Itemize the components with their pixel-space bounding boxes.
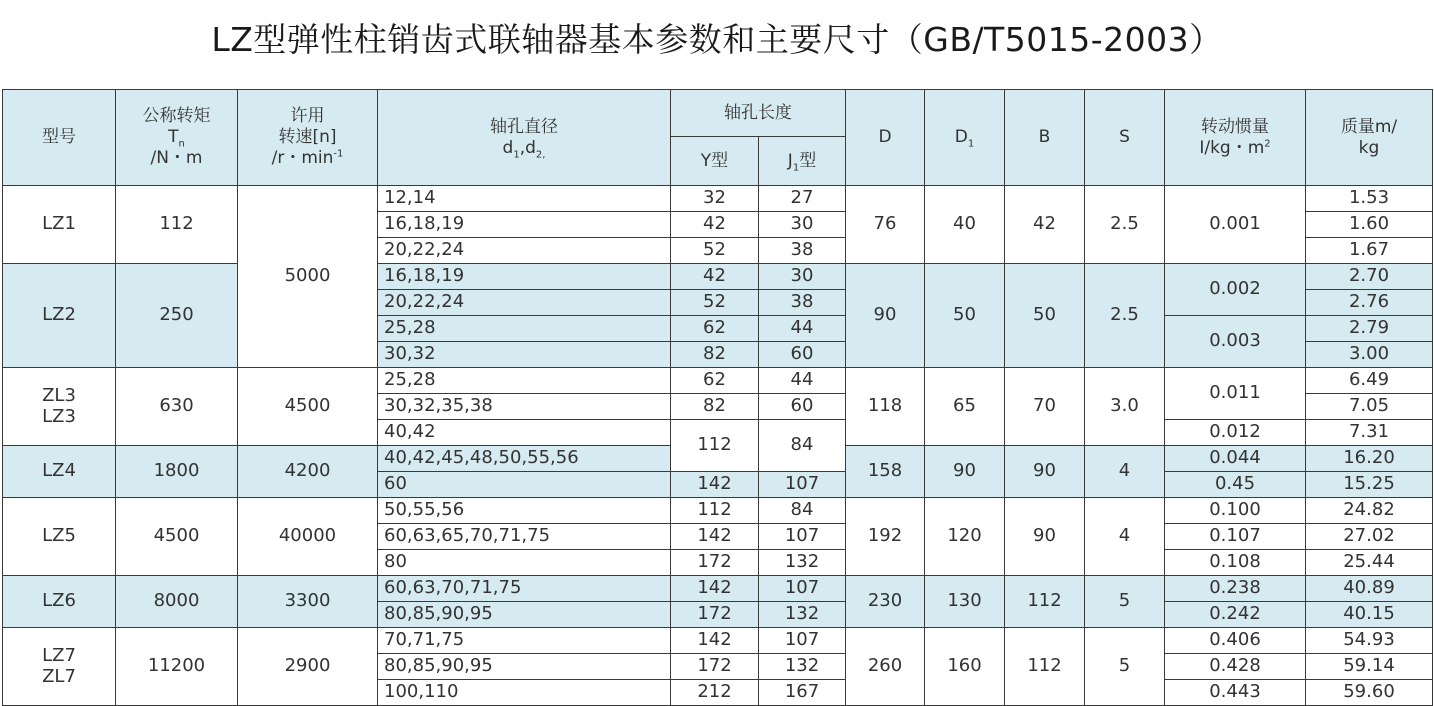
y-length-cell: 142 [671, 524, 759, 550]
inertia-cell: 0.012 [1165, 420, 1306, 446]
D1-cell: 65 [925, 368, 1005, 446]
j1-length-cell: 60 [759, 342, 846, 368]
mass-cell: 59.14 [1306, 654, 1433, 680]
bore-cell: 40,42 [378, 420, 671, 446]
header-model: 型号 [3, 90, 116, 186]
j1-length-cell: 38 [759, 290, 846, 316]
header-mass: 质量m/ kg [1306, 90, 1433, 186]
j1-length-cell: 167 [759, 680, 846, 706]
torque-cell: 630 [116, 368, 238, 446]
B-cell: 70 [1005, 368, 1085, 446]
bore-cell: 12,14 [378, 186, 671, 212]
header-B: B [1005, 90, 1085, 186]
D-cell: 118 [846, 368, 925, 446]
bore-cell: 70,71,75 [378, 628, 671, 654]
bore-cell: 30,32,35,38 [378, 394, 671, 420]
mass-cell: 7.31 [1306, 420, 1433, 446]
mass-cell: 6.49 [1306, 368, 1433, 394]
speed-cell: 3300 [238, 576, 378, 628]
y-length-cell: 172 [671, 602, 759, 628]
mass-cell: 1.67 [1306, 238, 1433, 264]
bore-cell: 25,28 [378, 368, 671, 394]
S-cell: 3.0 [1085, 368, 1165, 446]
S-cell: 4 [1085, 446, 1165, 498]
torque-cell: 8000 [116, 576, 238, 628]
header-bore-length: 轴孔长度 [671, 90, 846, 137]
mass-cell: 24.82 [1306, 498, 1433, 524]
D1-cell: 40 [925, 186, 1005, 264]
j1-length-cell: 107 [759, 628, 846, 654]
bore-cell: 60 [378, 472, 671, 498]
table-row [3, 368, 1433, 394]
inertia-cell: 0.45 [1165, 472, 1306, 498]
torque-cell: 112 [116, 186, 238, 264]
header-j1-type: $J_1$型 [759, 137, 846, 186]
j1-length-cell: 107 [759, 524, 846, 550]
table-row [3, 264, 1433, 290]
model-cell: LZ5 [3, 498, 116, 576]
mass-cell: 2.76 [1306, 290, 1433, 316]
speed-cell: 4200 [238, 446, 378, 498]
bore-cell: 40,42,45,48,50,55,56 [378, 446, 671, 472]
bore-cell: 50,55,56 [378, 498, 671, 524]
bore-cell: 20,22,24 [378, 290, 671, 316]
header-torque: 公称转矩 $T_n$ /N・m [116, 90, 238, 186]
j1-length-cell: 107 [759, 576, 846, 602]
y-length-cell: 62 [671, 368, 759, 394]
j1-length-cell: 132 [759, 550, 846, 576]
page-title: LZ型弹性柱销齿式联轴器基本参数和主要尺寸（GB/T5015-2003） [211, 20, 1223, 59]
inertia-cell: 0.108 [1165, 550, 1306, 576]
D-cell: 76 [846, 186, 925, 264]
header-speed: 许用 转速[n] /r・$\min^{-1}$ [238, 90, 378, 186]
B-cell: 112 [1005, 628, 1085, 706]
mass-cell: 2.70 [1306, 264, 1433, 290]
j1-length-cell: 84 [759, 420, 846, 472]
S-cell: 5 [1085, 628, 1165, 706]
S-cell: 2.5 [1085, 186, 1165, 264]
bore-cell: 60,63,70,71,75 [378, 576, 671, 602]
table-row [3, 576, 1433, 602]
bore-cell: 80 [378, 550, 671, 576]
j1-length-cell: 107 [759, 472, 846, 498]
torque-cell: 1800 [116, 446, 238, 498]
model-cell: LZ1 [3, 186, 116, 264]
mass-cell: 25.44 [1306, 550, 1433, 576]
D1-cell: 90 [925, 446, 1005, 498]
y-length-cell: 112 [671, 420, 759, 472]
model-cell: LZ6 [3, 576, 116, 628]
inertia-cell: 0.406 [1165, 628, 1306, 654]
inertia-cell: 0.443 [1165, 680, 1306, 706]
D1-cell: 50 [925, 264, 1005, 368]
y-length-cell: 172 [671, 550, 759, 576]
j1-length-cell: 132 [759, 602, 846, 628]
torque-cell: 11200 [116, 628, 238, 706]
D-cell: 230 [846, 576, 925, 628]
y-length-cell: 52 [671, 290, 759, 316]
mass-cell: 40.15 [1306, 602, 1433, 628]
inertia-cell: 0.242 [1165, 602, 1306, 628]
model-cell: LZ4 [3, 446, 116, 498]
D1-cell: 120 [925, 498, 1005, 576]
inertia-cell: 0.002 [1165, 264, 1306, 316]
B-cell: 50 [1005, 264, 1085, 368]
D-cell: 192 [846, 498, 925, 576]
mass-cell: 40.89 [1306, 576, 1433, 602]
coupling-parameters-table [2, 89, 1433, 706]
mass-cell: 2.79 [1306, 316, 1433, 342]
table-row [3, 186, 1433, 212]
y-length-cell: 112 [671, 498, 759, 524]
D-cell: 90 [846, 264, 925, 368]
B-cell: 90 [1005, 446, 1085, 498]
y-length-cell: 142 [671, 472, 759, 498]
inertia-cell: 0.001 [1165, 186, 1306, 264]
y-length-cell: 62 [671, 316, 759, 342]
bore-cell: 16,18,19 [378, 264, 671, 290]
mass-cell: 7.05 [1306, 394, 1433, 420]
y-length-cell: 212 [671, 680, 759, 706]
mass-cell: 1.53 [1306, 186, 1433, 212]
y-length-cell: 172 [671, 654, 759, 680]
mass-cell: 3.00 [1306, 342, 1433, 368]
mass-cell: 27.02 [1306, 524, 1433, 550]
inertia-cell: 0.107 [1165, 524, 1306, 550]
S-cell: 5 [1085, 576, 1165, 628]
S-cell: 2.5 [1085, 264, 1165, 368]
bore-cell: 80,85,90,95 [378, 654, 671, 680]
y-length-cell: 142 [671, 628, 759, 654]
model-cell: LZ7 ZL7 [3, 628, 116, 706]
j1-length-cell: 30 [759, 264, 846, 290]
inertia-cell: 0.238 [1165, 576, 1306, 602]
bore-cell: 16,18,19 [378, 212, 671, 238]
bore-cell: 20,22,24 [378, 238, 671, 264]
j1-length-cell: 44 [759, 368, 846, 394]
bore-cell: 60,63,65,70,71,75 [378, 524, 671, 550]
header-D1: $D_1$ [925, 90, 1005, 186]
B-cell: 112 [1005, 576, 1085, 628]
j1-length-cell: 30 [759, 212, 846, 238]
inertia-cell: 0.003 [1165, 316, 1306, 368]
y-length-cell: 32 [671, 186, 759, 212]
speed-cell: 5000 [238, 186, 378, 368]
D-cell: 158 [846, 446, 925, 498]
j1-length-cell: 44 [759, 316, 846, 342]
header-D: D [846, 90, 925, 186]
mass-cell: 59.60 [1306, 680, 1433, 706]
bore-cell: 30,32 [378, 342, 671, 368]
table-row [3, 498, 1433, 524]
D-cell: 260 [846, 628, 925, 706]
y-length-cell: 142 [671, 576, 759, 602]
inertia-cell: 0.428 [1165, 654, 1306, 680]
header-inertia: 转动惯量 I/kg・$m^2$ [1165, 90, 1306, 186]
mass-cell: 16.20 [1306, 446, 1433, 472]
mass-cell: 15.25 [1306, 472, 1433, 498]
mass-cell: 1.60 [1306, 212, 1433, 238]
S-cell: 4 [1085, 498, 1165, 576]
table-row [3, 628, 1433, 654]
y-length-cell: 42 [671, 212, 759, 238]
j1-length-cell: 60 [759, 394, 846, 420]
header-S: S [1085, 90, 1165, 186]
mass-cell: 54.93 [1306, 628, 1433, 654]
speed-cell: 40000 [238, 498, 378, 576]
torque-cell: 250 [116, 264, 238, 368]
j1-length-cell: 84 [759, 498, 846, 524]
B-cell: 90 [1005, 498, 1085, 576]
y-length-cell: 52 [671, 238, 759, 264]
y-length-cell: 82 [671, 342, 759, 368]
y-length-cell: 42 [671, 264, 759, 290]
torque-cell: 4500 [116, 498, 238, 576]
speed-cell: 4500 [238, 368, 378, 446]
y-length-cell: 82 [671, 394, 759, 420]
bore-cell: 25,28 [378, 316, 671, 342]
speed-cell: 2900 [238, 628, 378, 706]
model-cell: ZL3 LZ3 [3, 368, 116, 446]
inertia-cell: 0.011 [1165, 368, 1306, 420]
bore-cell: 80,85,90,95 [378, 602, 671, 628]
D1-cell: 130 [925, 576, 1005, 628]
header-y-type: Y型 [671, 137, 759, 186]
bore-cell: 100,110 [378, 680, 671, 706]
B-cell: 42 [1005, 186, 1085, 264]
inertia-cell: 0.100 [1165, 498, 1306, 524]
model-cell: LZ2 [3, 264, 116, 368]
j1-length-cell: 27 [759, 186, 846, 212]
j1-length-cell: 38 [759, 238, 846, 264]
inertia-cell: 0.044 [1165, 446, 1306, 472]
header-bore-diameter: 轴孔直径 $d_1,d_{2,}$ [378, 90, 671, 186]
j1-length-cell: 132 [759, 654, 846, 680]
D1-cell: 160 [925, 628, 1005, 706]
